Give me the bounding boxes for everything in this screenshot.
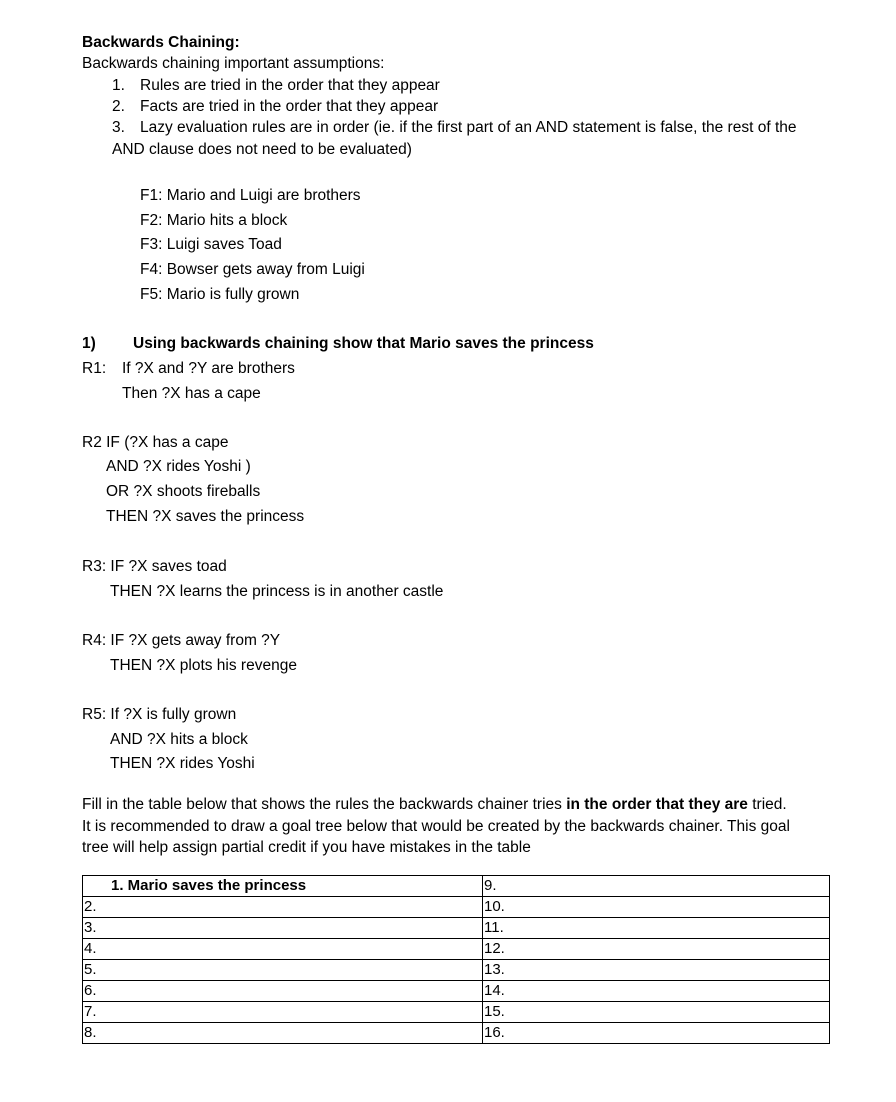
table-cell-step[interactable]: 7. xyxy=(83,1002,483,1023)
instructions-line: tree will help assign partial credit if you have mistakes in the table xyxy=(82,839,531,856)
instructions-text: tried. xyxy=(747,796,787,813)
table-cell-step[interactable]: 6. xyxy=(83,981,483,1002)
table-cell-step[interactable]: 14. xyxy=(483,981,830,1002)
rule-label: R1: xyxy=(82,360,107,377)
rule-line: Then ?X has a cape xyxy=(122,385,261,402)
table-row xyxy=(83,1023,830,1044)
instructions-line xyxy=(82,795,787,815)
rule-line: AND ?X hits a block xyxy=(110,731,248,748)
table-cell-step[interactable]: 10. xyxy=(483,897,830,918)
table-cell-step[interactable]: 4. xyxy=(83,939,483,960)
rule-line: THEN ?X rides Yoshi xyxy=(110,755,255,772)
assumption-text: Rules are tried in the order that they appear xyxy=(140,77,440,94)
rule-line: R4: IF ?X gets away from ?Y xyxy=(82,632,281,649)
fact-item: F5: Mario is fully grown xyxy=(140,286,300,303)
assumption-number: 3. xyxy=(112,119,125,136)
rule-line: R5: If ?X is fully grown xyxy=(82,706,237,723)
assumption-number: 2. xyxy=(112,98,125,115)
instructions-text: Fill in the table below that shows the rules the backwards chainer tries xyxy=(82,796,567,813)
table-row xyxy=(83,981,830,1002)
table-row xyxy=(83,876,830,897)
instructions-emphasis: in the order that they are xyxy=(566,796,748,813)
assumption-continuation: AND clause does not need to be evaluated) xyxy=(112,141,412,158)
rule-line: R2 IF (?X has a cape xyxy=(82,434,229,451)
table-cell-step[interactable]: 5. xyxy=(83,960,483,981)
question-text: Using backwards chaining show that Mario saves the princess xyxy=(133,335,594,352)
table-cell-step[interactable]: 8. xyxy=(83,1023,483,1044)
assumption-number: 1. xyxy=(112,77,125,94)
table-row xyxy=(83,960,830,981)
instructions-line: It is recommended to draw a goal tree below that would be created by the backwards chainer. This goal xyxy=(82,818,790,835)
question-number: 1) xyxy=(82,335,96,352)
rule-line: THEN ?X saves the princess xyxy=(106,508,305,525)
table-cell-step[interactable]: 13. xyxy=(483,960,830,981)
section-heading: Backwards Chaining: xyxy=(82,34,240,51)
rule-line: If ?X and ?Y are brothers xyxy=(122,360,295,377)
assumption-text: Facts are tried in the order that they appear xyxy=(140,98,439,115)
rule-line: THEN ?X plots his revenge xyxy=(110,657,297,674)
fact-item: F3: Luigi saves Toad xyxy=(140,236,282,253)
rule-line: AND ?X rides Yoshi ) xyxy=(106,458,251,475)
table-cell-step[interactable]: 3. xyxy=(83,918,483,939)
answer-table xyxy=(82,875,830,1044)
fact-item: F4: Bowser gets away from Luigi xyxy=(140,261,365,278)
table-cell-step[interactable]: 12. xyxy=(483,939,830,960)
table-cell-step[interactable]: 11. xyxy=(483,918,830,939)
rule-line: THEN ?X learns the princess is in another castle xyxy=(110,583,444,600)
table-row xyxy=(83,1002,830,1023)
table-row xyxy=(83,939,830,960)
fact-item: F2: Mario hits a block xyxy=(140,212,288,229)
rule-line: R3: IF ?X saves toad xyxy=(82,558,227,575)
rule-line: OR ?X shoots fireballs xyxy=(106,483,261,500)
table-cell-step[interactable]: 9. xyxy=(483,876,830,897)
fact-item: F1: Mario and Luigi are brothers xyxy=(140,187,361,204)
table-row xyxy=(83,918,830,939)
assumption-text: Lazy evaluation rules are in order (ie. if the first part of an AND statement is false, the rest of the xyxy=(140,119,797,136)
table-cell-step[interactable]: 2. xyxy=(83,897,483,918)
table-cell-step[interactable]: 15. xyxy=(483,1002,830,1023)
assumptions-intro: Backwards chaining important assumptions: xyxy=(82,55,385,72)
table-row xyxy=(83,897,830,918)
table-cell-step[interactable]: 16. xyxy=(483,1023,830,1044)
table-cell-step[interactable]: 1. Mario saves the princess xyxy=(83,876,483,897)
